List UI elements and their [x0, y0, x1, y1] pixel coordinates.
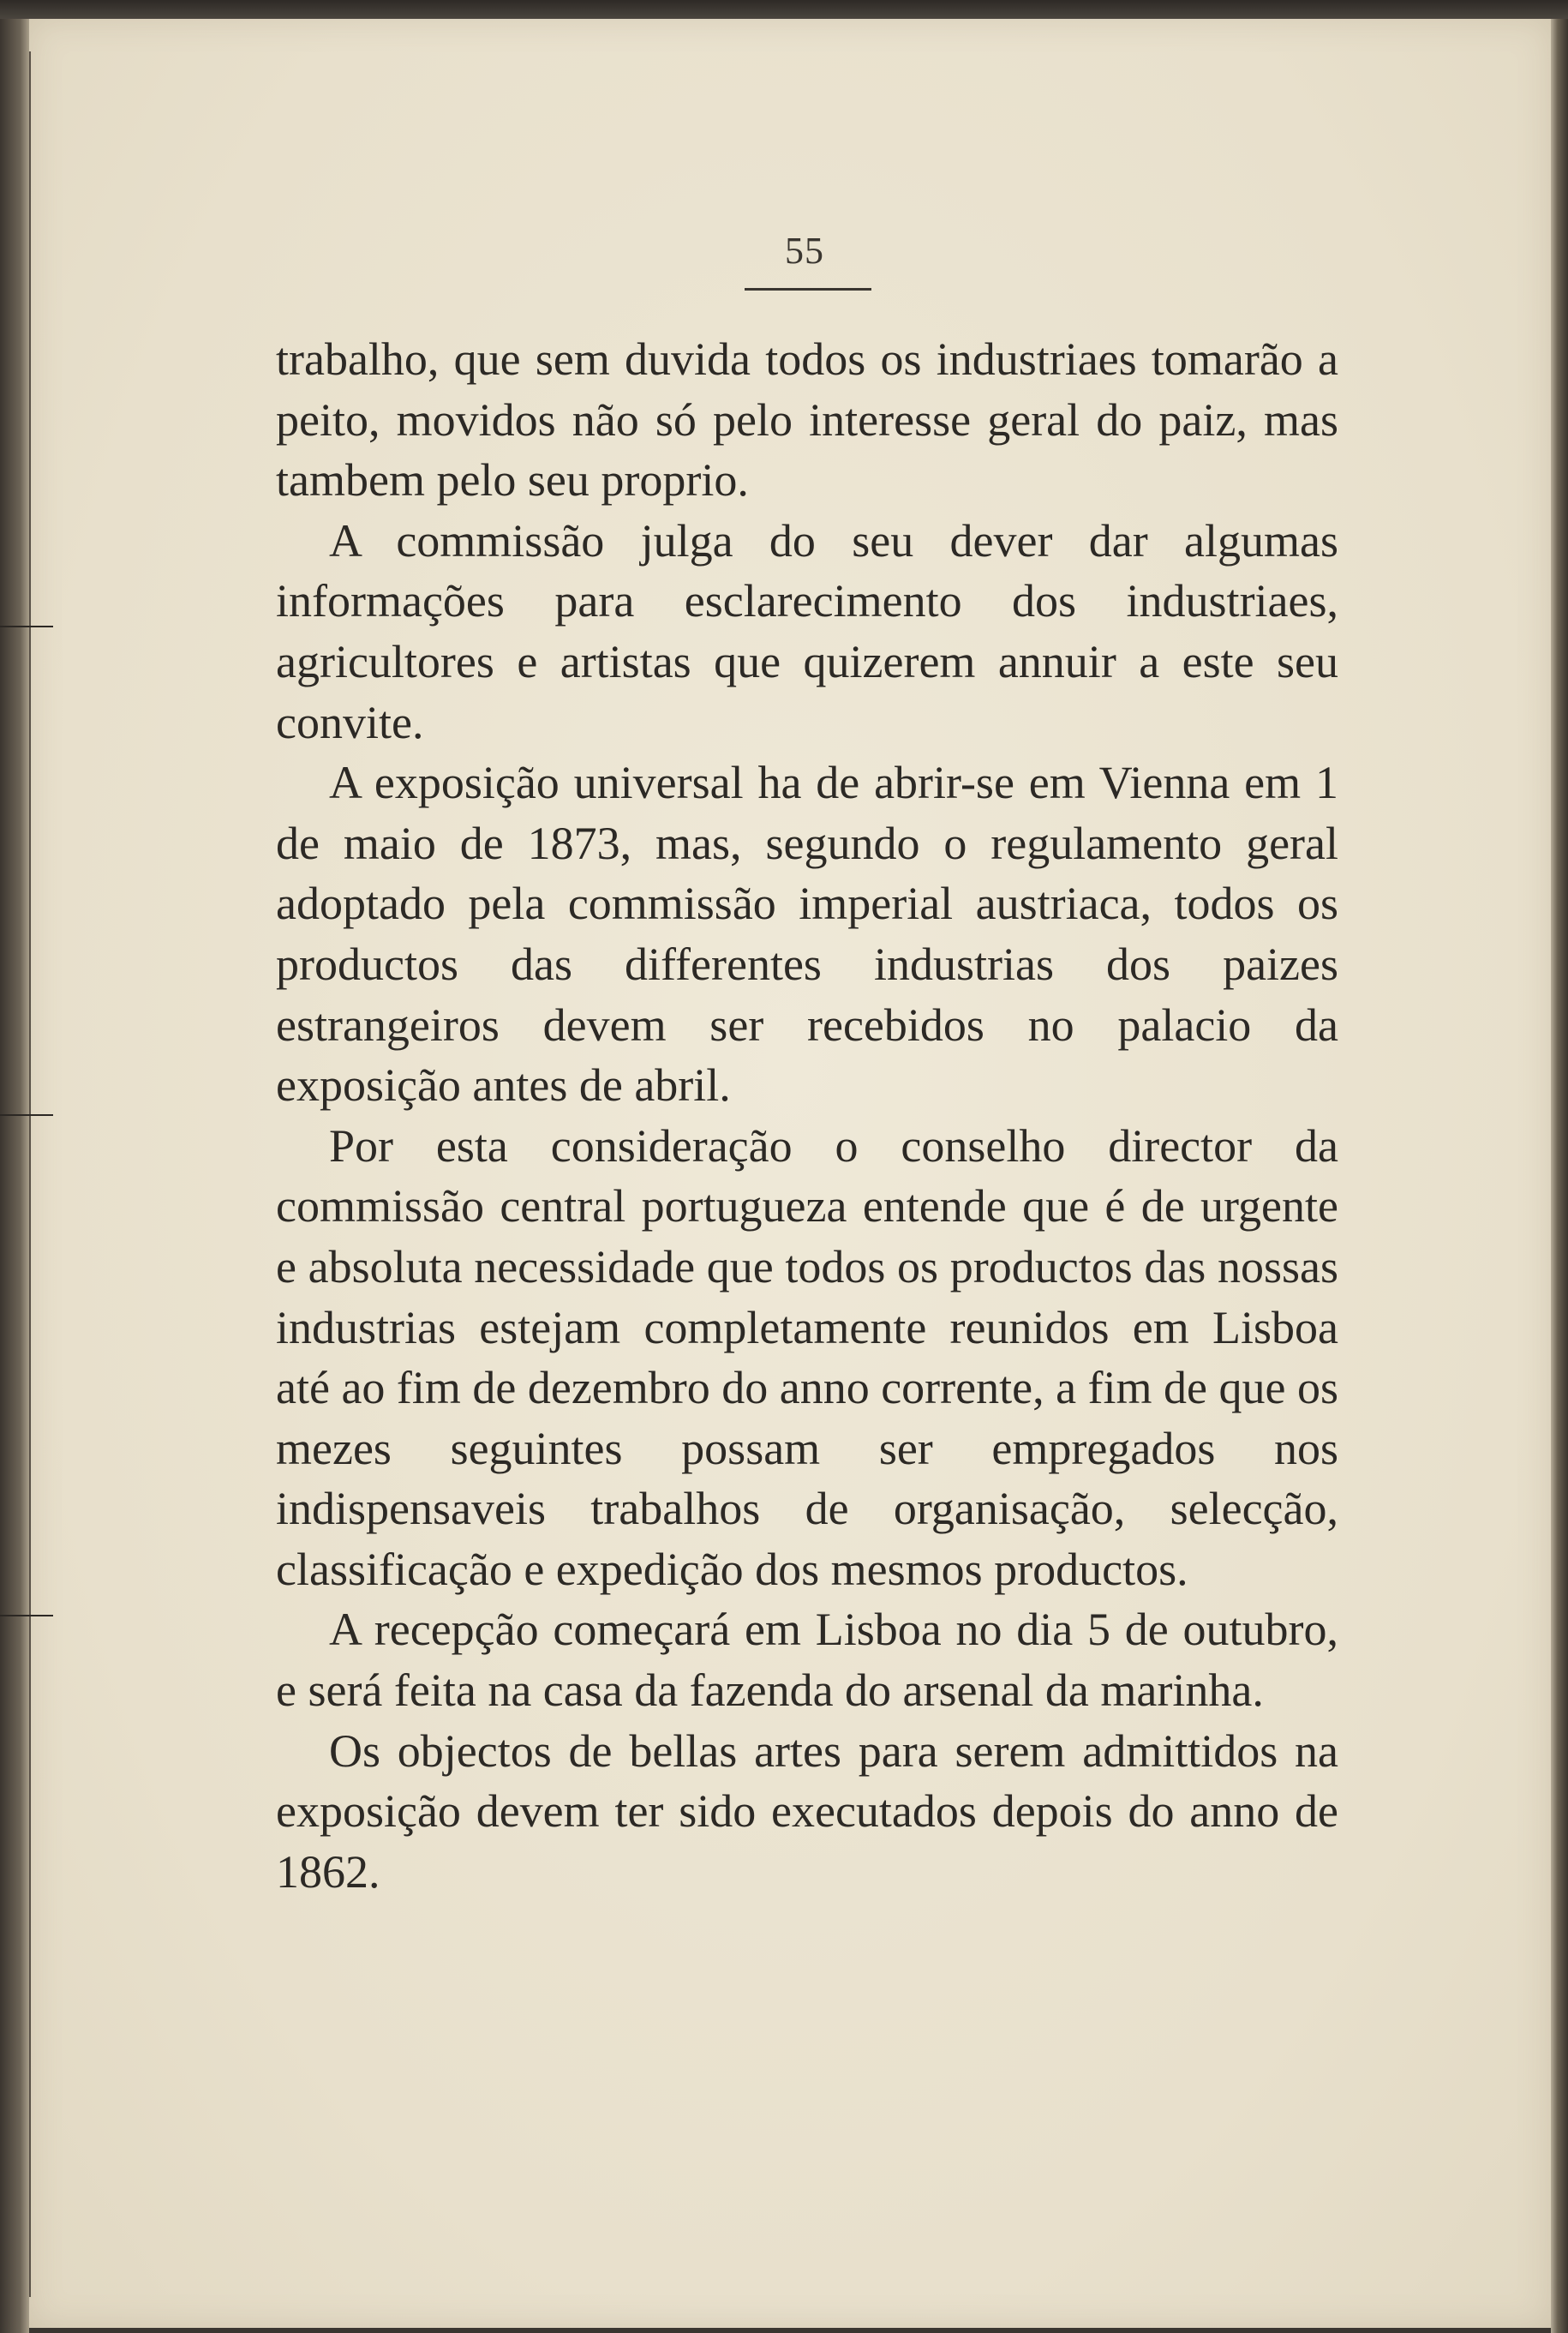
body-text — [276, 329, 1338, 1902]
book-page — [29, 19, 1551, 2328]
scan-right-edge — [1551, 19, 1568, 2333]
page-number: 55 — [785, 230, 824, 272]
scan-top-edge — [0, 0, 1568, 19]
scan-left-edge — [0, 19, 29, 2333]
paragraph: A commissão julga do seu dever dar algumas informações para esclarecimento dos industriaes, agricultores e artistas que quizerem annuir a este seu convite. — [276, 514, 1338, 748]
paragraph-continuation: trabalho, que sem duvida todos os industriaes tomarão a peito, movidos não só pelo interesse geral do paiz, mas tambem pelo seu proprio. — [276, 333, 1338, 507]
header-rule — [745, 288, 871, 291]
paragraph: A recepção começará em Lisboa no dia 5 de outubro, e será feita na casa da fazenda do arsenal da marinha. — [276, 1604, 1338, 1717]
paragraph: A exposição universal ha de abrir-se em Vienna em 1 de maio de 1873, mas, segundo o regulamento geral adoptado pela commissão imperial austriaca, todos os productos das differentes industrias dos paizes estrangeiros devem ser recebidos no palacio da exposição antes de abril. — [276, 757, 1338, 1112]
paragraph: Por esta consideração o conselho director da commissão central portugueza entende que é de urgente e absoluta necessidade que todos os productos das nossas industrias estejam completamente reunidos em Lisboa até ao fim de dezembro do anno corrente, a fim de que os mezes seguintes possam ser empregados nos indispensaveis trabalhos de organisação, selecção, classificação e expedição dos mesmos productos. — [276, 1119, 1338, 1595]
margin-tick — [0, 626, 53, 627]
binding-margin-line — [29, 51, 31, 2297]
margin-tick — [0, 1114, 53, 1116]
margin-tick — [0, 1615, 53, 1616]
paragraph: Os objectos de bellas artes para serem admittidos na exposição devem ter sido executados depois do anno de 1862. — [276, 1724, 1338, 1898]
